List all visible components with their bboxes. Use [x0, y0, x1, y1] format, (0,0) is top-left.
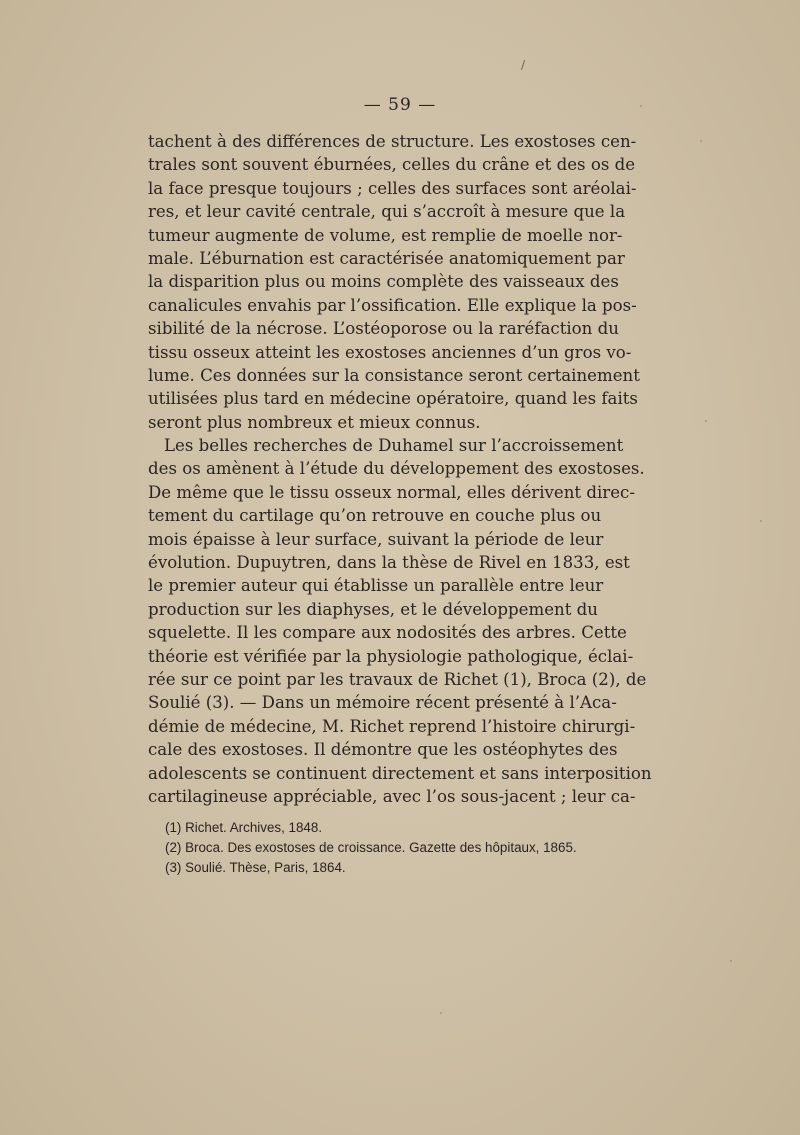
body-line: adolescents se continuent directement et sans interposition	[148, 763, 652, 783]
paper-speck	[640, 105, 642, 107]
body-line: male. L’éburnation est caractérisée anatomiquement par	[148, 248, 625, 268]
body-line: production sur les diaphyses, et le développement du	[148, 599, 598, 619]
body-line: tachent à des différences de structure. Les exostoses cen-	[148, 132, 637, 151]
body-line: sibilité de la nécrose. L’ostéoporose ou la raréfaction du	[148, 319, 619, 339]
body-line: des os amènent à l’étude du développement des exostoses.	[148, 459, 645, 479]
footnote: (2) Broca. Des exostoses de croissance. Gazette des hôpitaux, 1865.	[165, 840, 577, 855]
paragraph-start-line: Les belles recherches de Duhamel sur l’accroissement	[164, 436, 624, 456]
corner-mark: /	[521, 58, 526, 72]
body-line: squelette. Il les compare aux nodosités des arbres. Cette	[148, 623, 627, 643]
paper-speck	[440, 1012, 442, 1014]
body-line: cartilagineuse appréciable, avec l’os sous-jacent ; leur ca-	[148, 786, 636, 806]
footnotes	[165, 818, 595, 878]
body-line: Soulié (3). — Dans un mémoire récent présenté à l’Aca-	[148, 693, 617, 713]
body-line: le premier auteur qui établisse un parallèle entre leur	[148, 576, 604, 596]
page-number: — 59 —	[363, 95, 437, 115]
body-line: tumeur augmente de volume, est remplie de moelle nor-	[148, 225, 623, 245]
body-line: tement du cartilage qu’on retrouve en couche plus ou	[148, 506, 602, 526]
body-line: res, et leur cavité centrale, qui s’accroît à mesure que la	[148, 202, 626, 222]
paper-speck	[700, 140, 702, 142]
body-line: tissu osseux atteint les exostoses anciennes d’un gros vo-	[148, 342, 632, 362]
paper-speck	[760, 520, 762, 522]
body-line: canalicules envahis par l’ossification. Elle explique la pos-	[148, 295, 637, 315]
body-line: évolution. Dupuytren, dans la thèse de Rivel en 1833, est	[148, 553, 630, 573]
paper-speck	[730, 960, 732, 962]
body-line: théorie est vérifiée par la physiologie pathologique, éclai-	[148, 646, 634, 666]
body-line: lume. Ces données sur la consistance seront certainement	[148, 365, 640, 385]
body-line: la disparition plus ou moins complète des vaisseaux des	[148, 272, 619, 292]
body-line: De même que le tissu osseux normal, elles dérivent direc-	[148, 482, 635, 502]
body-line: trales sont souvent éburnées, celles du crâne et des os de	[148, 155, 636, 175]
body-line: utilisées plus tard en médecine opératoire, quand les faits	[148, 389, 638, 409]
body-line: la face presque toujours ; celles des surfaces sont aréolai-	[148, 178, 637, 198]
footnote: (3) Soulié. Thèse, Paris, 1864.	[165, 860, 346, 875]
body-line: démie de médecine, M. Richet reprend l’histoire chirurgi-	[148, 716, 636, 736]
body-line: cale des exostoses. Il démontre que les ostéophytes des	[148, 740, 618, 760]
body-line: rée sur ce point par les travaux de Richet (1), Broca (2), de	[148, 669, 647, 689]
body-line: mois épaisse à leur surface, suivant la période de leur	[148, 529, 604, 549]
paragraph-end-line: seront plus nombreux et mieux connus.	[148, 412, 481, 432]
paper-speck	[705, 420, 707, 422]
footnote: (1) Richet. Archives, 1848.	[165, 820, 323, 835]
body-text	[148, 130, 652, 808]
